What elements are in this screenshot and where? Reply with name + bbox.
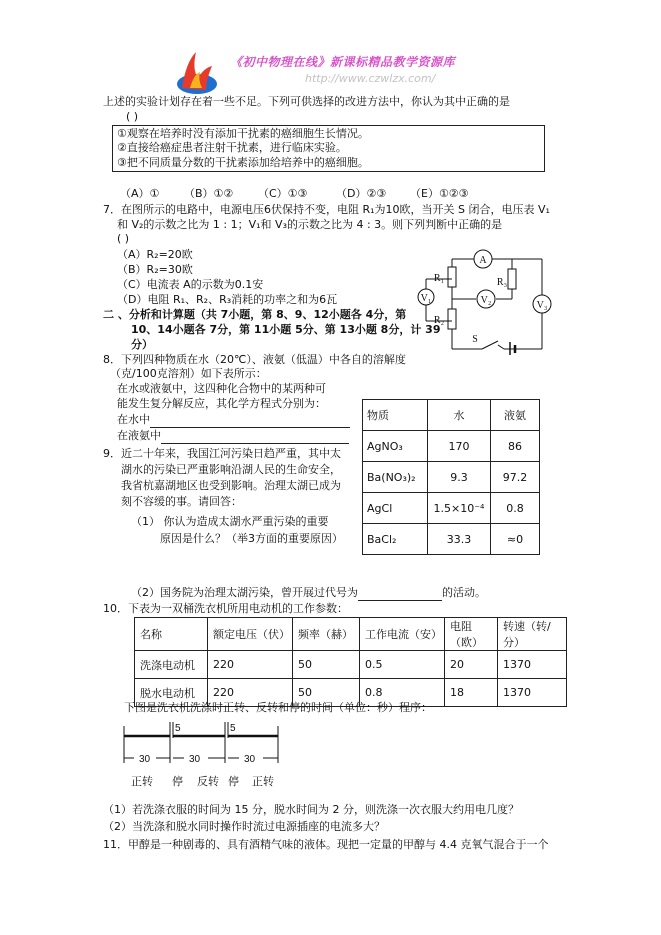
q8-line: 能发生复分解反应，其化学方程式分别为： [117, 397, 326, 410]
intro-line: 上述的实验计划存在着一些不足。下列可供选择的改进方法中，你认为其中正确的是 [103, 95, 510, 108]
table-row: 脱水电动机 220 50 0.8 18 1370 [135, 679, 567, 707]
q7-line: 7．在图所示的电路中，电源电压6伏保持不变，电阻 R₁为10欧，当开关 S 闭合，电压表 V₁ [103, 203, 550, 216]
intro-blank: ( ) [126, 110, 139, 123]
v1-label: V₁ [420, 293, 432, 304]
table-row: BaCl₂ 33.3 ≈0 [363, 524, 540, 555]
table-header: 水 [428, 400, 491, 431]
choice-option: （E）①②③ [410, 187, 469, 200]
site-url: http://www.czwlzx.com/ [305, 72, 436, 85]
q9-line: 刻不容缓的事。请回答： [121, 495, 242, 508]
timing-diagram [118, 718, 288, 768]
answer-blank[interactable] [150, 415, 350, 428]
phase-label: 停 [228, 775, 239, 788]
t30-label: 30 [244, 754, 256, 765]
q10-sub2: （2）当洗涤和脱水同时操作时流过电源插座的电流多大？ [103, 820, 385, 833]
answer-blank[interactable] [358, 588, 442, 601]
q9-sub1: 原因是什么？（举3方面的重要原因） [160, 532, 343, 545]
circuit-diagram [412, 245, 557, 355]
table-header: 物质 [363, 400, 428, 431]
q7-option: （C）电流表 A的示数为0.1安 [117, 278, 264, 291]
q7-option: （B）R₂=30欧 [117, 263, 193, 276]
v3-label: V₃ [536, 300, 548, 311]
water-label: 在水中 [117, 413, 150, 426]
t5-label: 5 [175, 723, 181, 734]
table-header: 工作电流（安） [360, 618, 445, 651]
table-header: 电阻（欧） [445, 618, 498, 651]
table-row: 洗涤电动机 220 50 0.5 20 1370 [135, 651, 567, 679]
q7-option: （A）R₂=20欧 [117, 248, 193, 261]
q8-line: 8．下列四种物质在水（20℃）、液氨（低温）中各自的溶解度 [103, 353, 406, 366]
v2-label: V₂ [480, 295, 492, 306]
choice-option: （C）①③ [258, 187, 308, 200]
q10-intro: 10．下表为一双桶洗衣机所用电动机的工作参数： [103, 602, 348, 615]
phase-label: 正转 [131, 775, 153, 788]
table-row: AgNO₃ 170 86 [363, 431, 540, 462]
t5-label: 5 [230, 723, 236, 734]
site-banner: 《初中物理在线》新课标精品教学资源库 [230, 55, 456, 69]
table-header: 液氨 [491, 400, 540, 431]
r3-label: R₃ [496, 277, 508, 288]
q8-water-answer [117, 412, 350, 428]
q9-line: 我省杭嘉湖地区也受到影响。治理太湖已成为 [121, 479, 341, 492]
q10-sub1: （1）若洗涤衣服的时间为 15 分，脱水时间为 2 分，则洗涤一次衣服大约用电几度？ [103, 803, 519, 816]
t30-label: 30 [139, 754, 151, 765]
q8-line: 在水或液氨中，这四种化合物中的某两种可 [117, 382, 326, 395]
choice-option: （A）① [120, 187, 160, 200]
motor-table [134, 617, 567, 707]
phase-label: 停 [172, 775, 183, 788]
r1-label: R₁ [433, 273, 445, 284]
table-header: 频率（赫） [293, 618, 360, 651]
ammeter-label: A [479, 255, 487, 266]
table-header: 转速（转/分） [498, 618, 567, 651]
options-box [112, 125, 545, 172]
table-header: 额定电压（伏） [208, 618, 293, 651]
table-row: Ba(NO₃)₂ 9.3 97.2 [363, 462, 540, 493]
site-logo-icon [176, 48, 218, 96]
section-heading: 分） [131, 338, 153, 351]
q11-line: 11．甲醇是一种剧毒的、具有酒精气味的液体。现把一定量的甲醇与 4.4 克氧气混合于一个 [103, 838, 549, 851]
answer-blank[interactable] [161, 431, 349, 444]
section-heading: 10、14小题各 7分，第 11小题 5分、第 13小题 8分，计 39 [131, 323, 441, 336]
phase-label: 正转 [252, 775, 274, 788]
choice-option: （D）②③ [336, 187, 387, 200]
choice-option: （B）①② [184, 187, 234, 200]
ammonia-label: 在液氨中 [117, 429, 161, 442]
q9-sub1: （1） 你认为造成太湖水严重污染的重要 [131, 515, 329, 528]
solubility-table [362, 399, 540, 555]
r2-label: R₂ [433, 315, 445, 326]
q7-line: 和 V₂的示数之比为 1 : 1；V₁和 V₃的示数之比为 4 : 3。则下列判断中正确的是 [117, 218, 503, 231]
box-item: ③把不同质量分数的干扰素添加给培养中的癌细胞。 [117, 156, 369, 169]
table-row: AgCl 1.5×10⁻⁴ 0.8 [363, 493, 540, 524]
q7-blank: ( ) [117, 232, 130, 245]
box-item: ②直接给癌症患者注射干扰素，进行临床实验。 [117, 141, 347, 154]
table-header: 名称 [135, 618, 208, 651]
box-item: ①观察在培养时没有添加干扰素的癌细胞生长情况。 [117, 127, 369, 140]
q9-line: 9．近二十年来，我国江河污染日趋严重，其中太 [103, 447, 341, 460]
q10-diagram-caption: 下图是洗衣机洗涤时正转、反转和停的时间（单位：秒）程序： [124, 701, 432, 714]
phase-label: 反转 [197, 775, 219, 788]
q9-line: 湖水的污染已严重影响沿湖人民的生命安全， [121, 463, 341, 476]
section-heading: 二 、分析和计算题（共 7小题，第 8、9、12小题各 4分，第 [103, 308, 407, 321]
switch-label: S [472, 334, 478, 345]
q9-sub2: （2）国务院为治理太湖污染，曾开展过代号为 的活动。 [131, 586, 486, 599]
q8-line: （克/100克溶剂）如下表所示： [110, 367, 267, 380]
t30-label: 30 [189, 754, 201, 765]
q7-option: （D）电阻 R₁、R₂、R₃消耗的功率之和为6瓦 [117, 293, 338, 306]
q8-ammonia-answer [117, 428, 349, 444]
